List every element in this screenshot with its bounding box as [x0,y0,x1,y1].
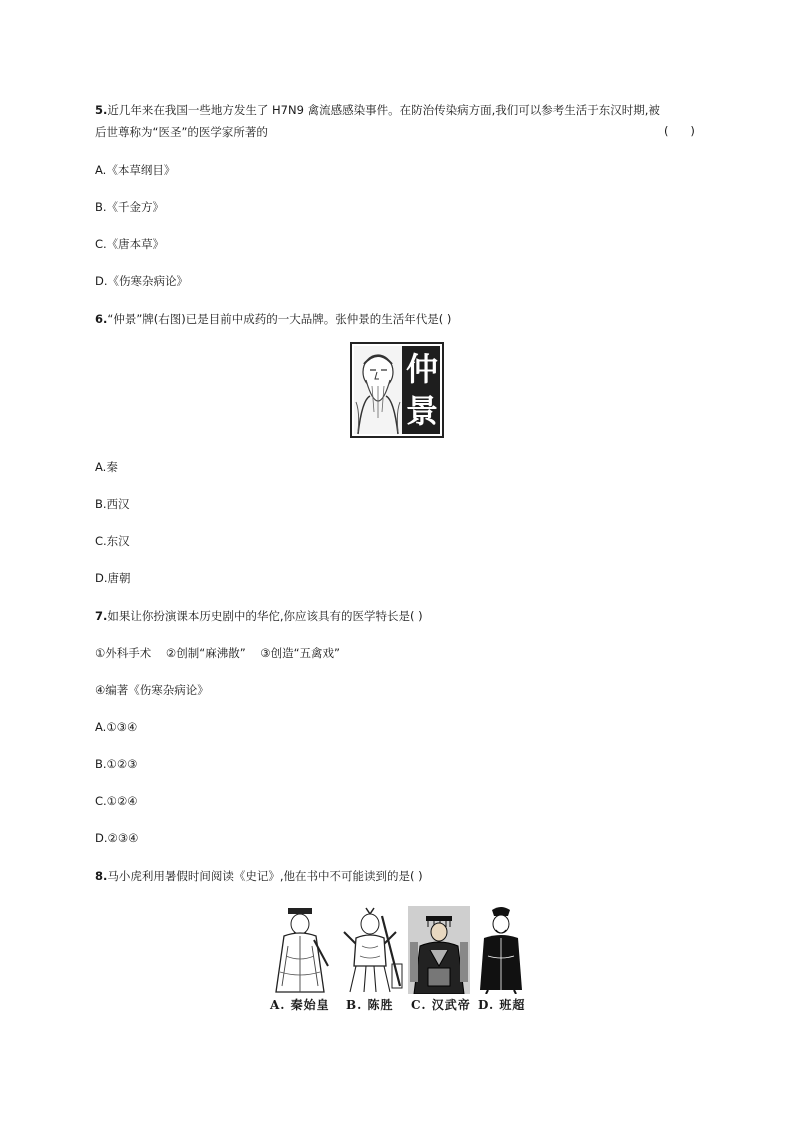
q8-stem [95,868,423,884]
q6-option-c[interactable]: C.东汉 [95,534,130,548]
q5-number: 5. [95,103,108,117]
q5-option-d[interactable]: D.《伤寒杂病论》 [95,274,189,288]
caption-d[interactable]: D. 班超 [478,998,526,1012]
q6-option-a[interactable]: A.秦 [95,460,118,474]
q8-number: 8. [95,869,108,883]
q6-option-b[interactable]: B.西汉 [95,497,130,511]
q7-items-line2: ④编著《伤寒杂病论》 [95,683,209,697]
q7-items-line1: ①外科手术 ②创制“麻沸散” ③创造“五禽戏” [95,646,341,660]
q7-number: 7. [95,609,108,623]
caption-c[interactable]: C. 汉武帝 [411,998,471,1012]
caption-b[interactable]: B. 陈胜 [346,998,394,1012]
figure-ban-chao [474,906,528,994]
q7-option-a[interactable]: A.①③④ [95,720,138,734]
caption-a[interactable]: A. 秦始皇 [270,998,330,1012]
q6-stem-text: “仲景”牌(右图)已是目前中成药的一大品牌。张仲景的生活年代是( ) [107,312,452,326]
q8-stem-text: 马小虎利用暑假时间阅读《史记》,他在书中不可能读到的是( ) [107,869,423,883]
q5-answer-paren: ( ) [664,124,695,138]
q5-option-a[interactable]: A.《本草纲目》 [95,163,176,177]
q5-option-b[interactable]: B.《千金方》 [95,200,165,214]
q5-stem-text: 近几年来在我国一些地方发生了 H7N9 禽流感感染事件。在防治传染病方面,我们可以参考生活于东汉时期,被 [107,103,660,117]
q5-stem-line1 [95,102,660,118]
logo-char-jing: 景 [405,392,438,430]
q6-option-d[interactable]: D.唐朝 [95,571,131,585]
q5-option-c[interactable]: C.《唐本草》 [95,237,165,251]
q7-option-c[interactable]: C.①②④ [95,794,138,808]
q7-option-b[interactable]: B.①②③ [95,757,138,771]
figure-qin-shi-huang [266,906,334,994]
q6-stem [95,311,451,327]
q7-option-d[interactable]: D.②③④ [95,831,139,845]
q5-stem-line2: 后世尊称为“医圣”的医学家所著的 [95,125,268,139]
figure-han-wudi [408,906,470,994]
q7-stem-text: 如果让你扮演课本历史剧中的华佗,你应该具有的医学特长是( ) [107,609,423,623]
zhongjing-logo-image [350,342,444,438]
logo-char-zhong: 仲 [405,350,438,388]
q6-number: 6. [95,312,108,326]
figure-chen-sheng [336,906,406,994]
q7-stem [95,608,423,624]
